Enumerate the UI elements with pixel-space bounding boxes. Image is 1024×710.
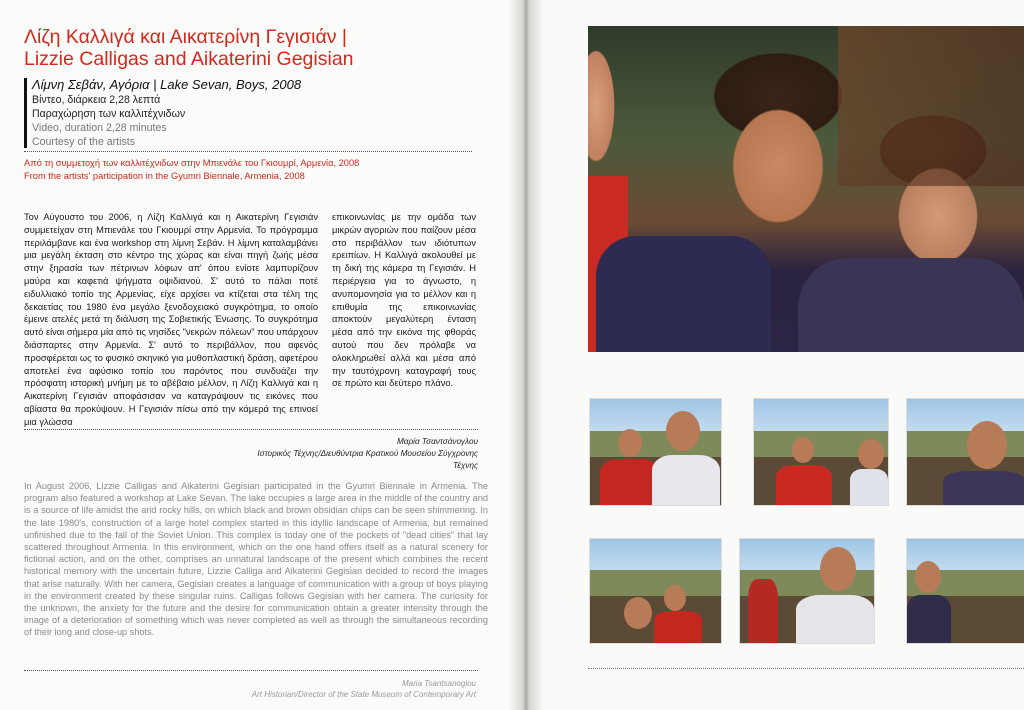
signature-name: Maria Tsantsanoglou <box>402 679 476 688</box>
artists-title <box>24 26 484 70</box>
video-duration-gr: Βίντεο, διάρκεια 2,28 λεπτά <box>32 94 161 106</box>
boy-head <box>915 561 941 593</box>
boy-shirt <box>943 471 1024 505</box>
boy-shirt <box>796 595 874 643</box>
note-english: From the artists' participation in the Gyumri Biennale, Armenia, 2008 <box>24 170 305 181</box>
page-gutter <box>508 0 544 710</box>
courtesy-gr: Παραχώρηση των καλλιτέχνιδων <box>32 108 186 120</box>
dotted-divider <box>588 668 1024 669</box>
video-duration-en: Video, duration 2,28 minutes <box>32 122 167 134</box>
video-still-thumbnail <box>739 538 875 644</box>
boy-head <box>664 585 686 611</box>
boy-shirt <box>652 455 720 505</box>
boy-head <box>624 597 652 629</box>
dotted-divider <box>24 429 478 430</box>
boy-shirt <box>850 469 888 505</box>
boy-shirt <box>600 459 660 505</box>
signature-name: Μαρία Τσαντσάνογλου <box>396 437 478 446</box>
video-still-thumbnail <box>589 398 722 506</box>
boy-head <box>967 421 1007 469</box>
subtitle-bar <box>24 78 27 148</box>
video-still-thumbnail <box>589 538 722 644</box>
greek-text-col1: Τον Αύγουστο του 2006, η Λίζη Καλλιγά και η Αικατερίνη Γεγισιάν συμμετείχαν στη Μπιενάλε του Γκιουμρί στην Αρμενία. Το πρόγραμμα περιλάμβανε και ένα workshop στη λίμνη Σεβάν. Η λίμνη καταλαμβάνει μια μεγάλη έκταση στο κέντρο της χώρας και είναι πηγή ζωής μέσα στην ξηρασία των πέτρινων λόφων απ' όπου ενίοτε λαμπυρίζουν μαύρα και καφετιά ψήγματα οψιδιανού. Σ' αυτό το πάλαι ποτέ ειδυλλιακό τοπίο της Αρμενίας, είχε αρχίσει να κτίζεται στα τέλη της δεκαετίας του 1980 ένα μεγάλο ξενοδοχειακό συγκρότημα, το οποίο έμεινε ατελές μετά τη διάλυση της Σοβιετικής Ένωσης. Το συγκρότημα αυτό είναι σήμερα μία από τις νησίδες "νεκρών πόλεων" που υπάρχουν διάσπαρτες στην Αρμενία. Σ' αυτό το περιβάλλον, που αφενός προσφέρεται ως το φυσικό σκηνικό για μυθοπλαστική δράση, αφετέρου αποτελεί ένα αφύσικο τοπίο του παρόντος που συνδυάζει την πρόσφατη ιστορική μνήμη με το αβέβαιο μέλλον, η Λίζη Καλλιγά και η Αικατερίνη Γεγισιάν αποφάσισαν να καταγράψουν τις εικόνες που αβίαστα θα προκύψουν. Η Γεγισιάν πίσω από την κάμερά της επινοεί μια γλώσσα <box>24 212 318 427</box>
boy-shirt <box>596 236 771 352</box>
video-still-thumbnail <box>753 398 889 506</box>
note-greek: Από τη συμμετοχή των καλλιτέχνιδων στην Μπιενάλε του Γκιουμρί, Αρμενία, 2008 <box>24 158 360 168</box>
boy-head <box>666 411 700 451</box>
dotted-divider <box>24 670 478 671</box>
video-still-thumbnail <box>906 398 1024 506</box>
biennale-note <box>24 157 494 182</box>
title-english: Lizzie Calligas and Aikaterini Gegisian <box>24 48 354 70</box>
main-photo-boys <box>588 26 1024 352</box>
boy-head <box>820 547 856 591</box>
signature-role: Ιστορικός Τέχνης/Διευθύντρια Κρατικού Μουσείου Σύγχρονης Τέχνης <box>257 449 478 470</box>
boy-head <box>858 439 884 469</box>
boy-head <box>618 429 642 457</box>
signature-role: Art Historian/Director of the State Museum of Contemporary Art <box>251 690 476 699</box>
boy-shirt <box>654 611 702 643</box>
english-text: In August 2006, Lizzie Calligas and Aikaterini Gegisian participated in the Gyumri Biennale in Armenia. The program also featured a workshop at Lake Sevan. The lake occupies a large area in the middle of the country and is a source of life amidst the arid rocky hills, on which black and brown obsidian chips can be seen shimmering. In the late 1980's, construction of a large hotel complex started in this idyllic landscape of Armenia, but remained unfinished due to the fall of the Soviet Union. This complex is today one of the pockets of "dead cities" that lay scattered throughout Armenia. In this environment, which on the one hand offers itself as a natural scenery for fictional action, and on the other, comprises an unnatural landscape of the present which combines the recent historical memory with the uncertain future, Lizzie Calliga and Aikaterini Gegisian decided to record the images that arise naturally. With her camera, Gegisian creates a language of communication with a group of boys playing in the environment created by these singular ruins. Calligas follows Gegisian with her camera. The curiosity for the unknown, the anxiety for the future and the desire for communication obtain a greater intensity through the image of a deterioration of something which was never completed as well as through the simultaneous recording of their long and close-up shots. <box>24 481 488 638</box>
greek-text-col2: επικοινωνίας με την ομάδα των μικρών αγοριών που παίζουν μέσα στο περιβάλλον των ιδιότυπων ερειπίων. Η Καλλιγά ακολουθεί με τη δική της κάμερα τη Γεγισιάν. Η περιέργεια για το άγνωστο, η ανυπομονησία για το μέλλον και η επιθυμία της επικοινωνίας αποκτούν μεγαλύτερη ένταση μέσα από την εικόνα της φθοράς αυτού που δεν πρόλαβε να ολοκληρωθεί αλλά και μέσα από την ταυτόχρονη καταγραφή τους σε πρώτο και δεύτερο πλάνο. <box>332 212 476 389</box>
work-title: Λίμνη Σεβάν, Αγόρια | Lake Sevan, Boys, 2008 <box>32 77 302 92</box>
signature-english <box>200 678 476 700</box>
signature-greek <box>250 436 478 472</box>
boy-shirt <box>776 465 832 505</box>
boy-shirt <box>907 595 951 643</box>
boy-head <box>792 437 814 463</box>
boy-shirt <box>748 579 778 643</box>
work-details <box>32 77 472 149</box>
rusty-train <box>838 26 1024 186</box>
video-still-thumbnail <box>906 538 1024 644</box>
title-greek: Λίζη Καλλιγά και Αικατερίνη Γεγισιάν | <box>24 26 347 48</box>
courtesy-en: Courtesy of the artists <box>32 136 136 148</box>
boy-shirt <box>798 258 1024 352</box>
dotted-divider <box>24 151 472 152</box>
